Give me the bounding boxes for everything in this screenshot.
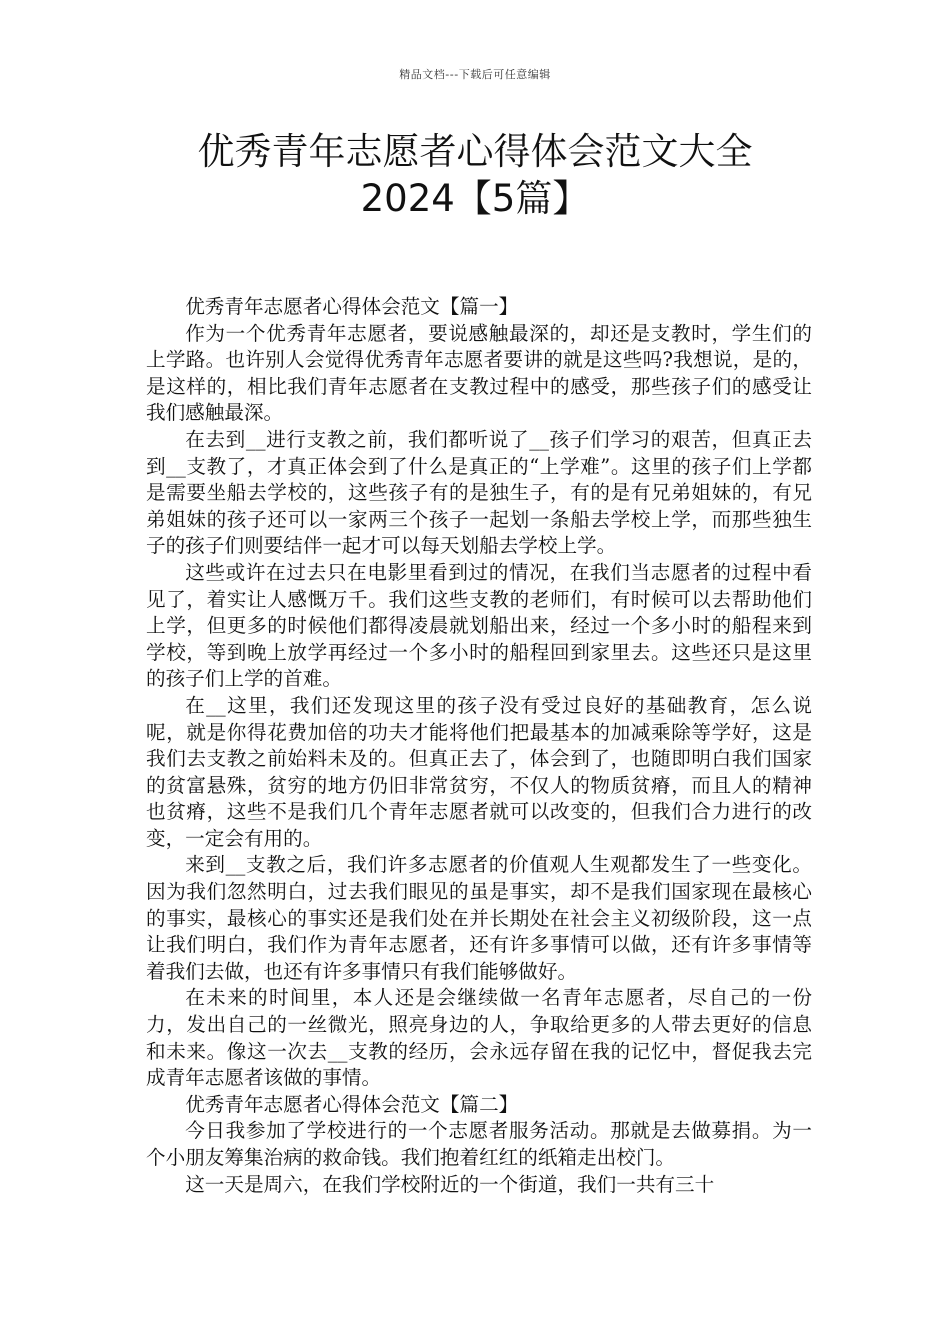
paragraph: 在__这里，我们还发现这里的孩子没有受过良好的基础教育，怎么说呢，就是你得花费加倍的功夫才能将他们把最基本的加减乘除等学好，这是我们去支教之前始料未及的。但真正去了，体会到了，也随即明白我们国家的贫富悬殊，贫穷的地方仍旧非常贫穷，不仅人的物质贫瘠，而且人的精神也贫瘠，这些不是我们几个青年志愿者就可以改变的，但我们合力进行的改变，一定会有用的。 (146, 693, 812, 850)
paragraph: 作为一个优秀青年志愿者，要说感触最深的，却还是支教时，学生们的上学路。也许别人会觉得优秀青年志愿者要讲的就是这些吗?我想说，是的，是这样的，相比我们青年志愿者在支教过程中的感受，那些孩子们的感受让我们感触最深。 (146, 321, 812, 425)
paragraph: 今日我参加了学校进行的一个志愿者服务活动。那就是去做募捐。为一个小朋友筹集治病的救命钱。我们抱着红红的纸箱走出校门。 (146, 1119, 812, 1169)
paragraph: 这一天是周六，在我们学校附近的一个街道，我们一共有三十 (185, 1172, 715, 1196)
header-note: 精品文档---下载后可任意编辑 (399, 68, 551, 81)
section-heading-1: 优秀青年志愿者心得体会范文【篇一】 (185, 295, 519, 318)
document-title (0, 128, 950, 222)
paragraph: 这些或许在过去只在电影里看到过的情况，在我们当志愿者的过程中看见了，着实让人感慨万千。我们这些支教的老师们，有时候可以去帮助他们上学，但更多的时候他们都得凌晨就划船出来，经过一个多小时的船程来到学校，等到晚上放学再经过一个多小时的船程回到家里去。这些还只是这里的孩子们上学的首难。 (146, 560, 812, 691)
paragraph: 来到__支教之后，我们许多志愿者的价值观人生观都发生了一些变化。因为我们忽然明白，过去我们眼见的虽是事实，却不是我们国家现在最核心的事实，最核心的事实还是我们处在并长期处在社会主义初级阶段，这一点让我们明白，我们作为青年志愿者，还有许多事情可以做，还有许多事情等着我们去做，也还有许多事情只有我们能够做好。 (146, 853, 812, 983)
paragraph: 在未来的时间里，本人还是会继续做一名青年志愿者，尽自己的一份力，发出自己的一丝微光，照亮身边的人，争取给更多的人带去更好的信息和未来。像这一次去__支教的经历，会永远存留在我的记忆中，督促我去完成青年志愿者该做的事情。 (146, 986, 812, 1090)
title-line-1: 优秀青年志愿者心得体会范文大全 (197, 130, 753, 173)
document-body (146, 294, 812, 1198)
title-line-2: 2024【5篇】 (360, 177, 590, 220)
paragraph: 在去到__进行支教之前，我们都听说了__孩子们学习的艰苦，但真正去到__支教了，才真正体会到了什么是真正的“上学难”。这里的孩子们上学都是需要坐船去学校的，这些孩子有的是独生子，有的是有兄弟姐妹的，有兄弟姐妹的孩子还可以一家两三个孩子一起划一条船去学校上学，而那些独生子的孩子们则要结伴一起才可以每天划船去学校上学。 (146, 427, 812, 558)
section-heading-2: 优秀青年志愿者心得体会范文【篇二】 (185, 1092, 519, 1116)
